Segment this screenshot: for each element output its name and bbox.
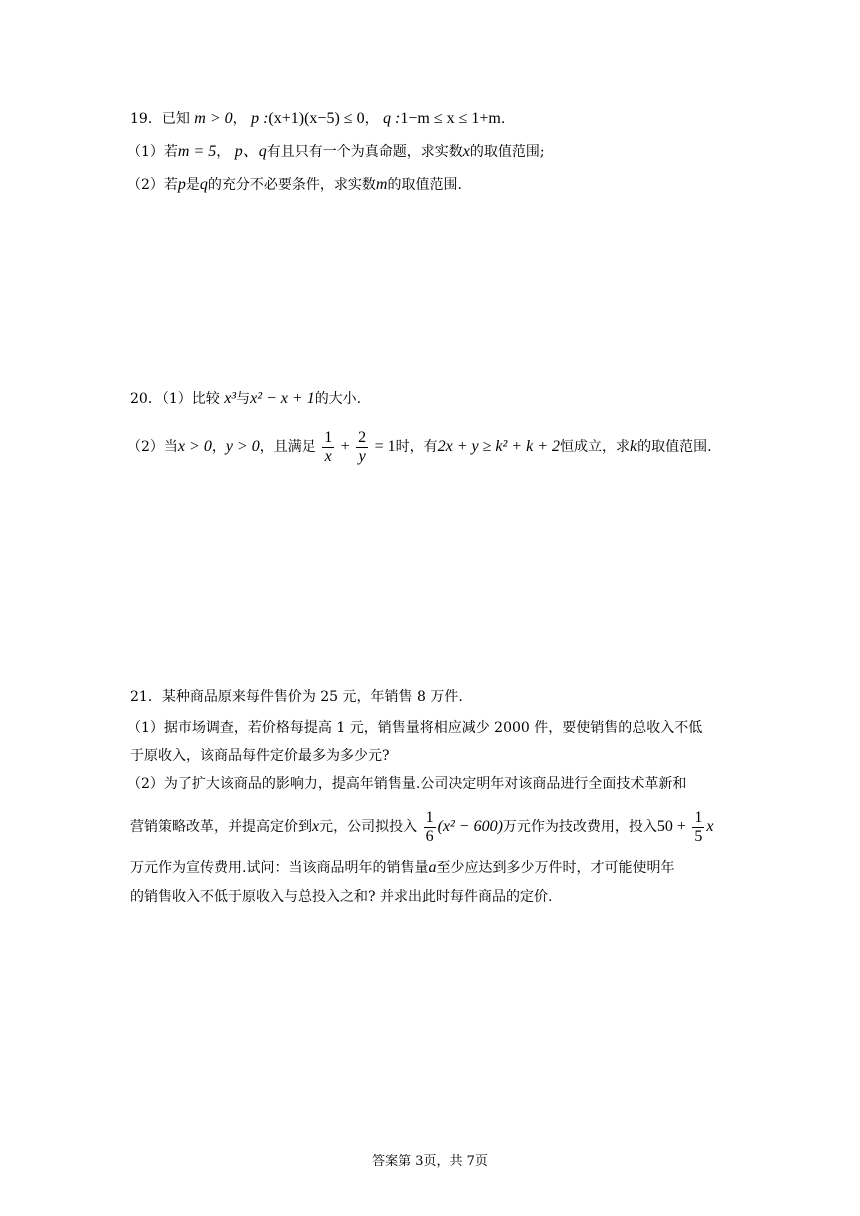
q21-line1: 21．某种商品原来每件售价为 25 元，年销售 8 万件. [130, 689, 463, 705]
q21-line3: 于原收入，该商品每件定价最多为多少元? [130, 748, 390, 764]
q21-line6: 万元作为宣传费用.试问：当该商品明年的销售量a至少应达到多少万件时，才可能使明年 [130, 859, 675, 876]
q21-line7: 的销售收入不低于原收入与总投入之和? 并求出此时每件商品的定价. [130, 889, 553, 905]
q19-part2: （2）若p是q的充分不必要条件，求实数m的取值范围. [127, 176, 462, 193]
fraction-2-over-y: $\frac{2}{y}$ [358, 428, 367, 465]
page-footer: 答案第 3页，共 7页 [372, 1154, 488, 1169]
q20-line1: 20．（1）比较 x³与x² − x + 1的大小. [130, 390, 362, 407]
q21-line5: 营销策略改革，并提高定价到x元，公司拟投入 $\frac{1}{6}$ (x² − 600)万元作为技改费用，投入50 + $\frac{1}{5}$ x [130, 808, 714, 845]
fraction-1-over-x: $\frac{1}{x}$ [324, 428, 333, 465]
q19-line1: 19．已知 m > 0， p :(x+1)(x−5) ≤ 0， q :1−m ≤ x ≤ 1+m. [130, 110, 506, 127]
q21-line4: （2）为了扩大该商品的影响力，提高年销售量.公司决定明年对该商品进行全面技术革新和 [127, 776, 687, 792]
fraction-1-over-6: $\frac{1}{6}$ [425, 808, 434, 845]
q19-part1: （1）若m = 5， p、q有且只有一个为真命题，求实数x的取值范围; [127, 143, 545, 160]
q21-line2: （1）据市场调查，若价格每提高 1 元，销售量将相应减少 2000 件，要使销售的总收入不低 [127, 720, 703, 736]
fraction-1-over-5: $\frac{1}{5}$ [694, 808, 703, 845]
q20-part2: （2）当x > 0，y > 0，且满足 $\frac{1}{x}$ + $\frac{2}{y}$ = 1时，有2x + y ≥ k² + k + 2恒成立，求k的取值范围. [127, 428, 712, 465]
